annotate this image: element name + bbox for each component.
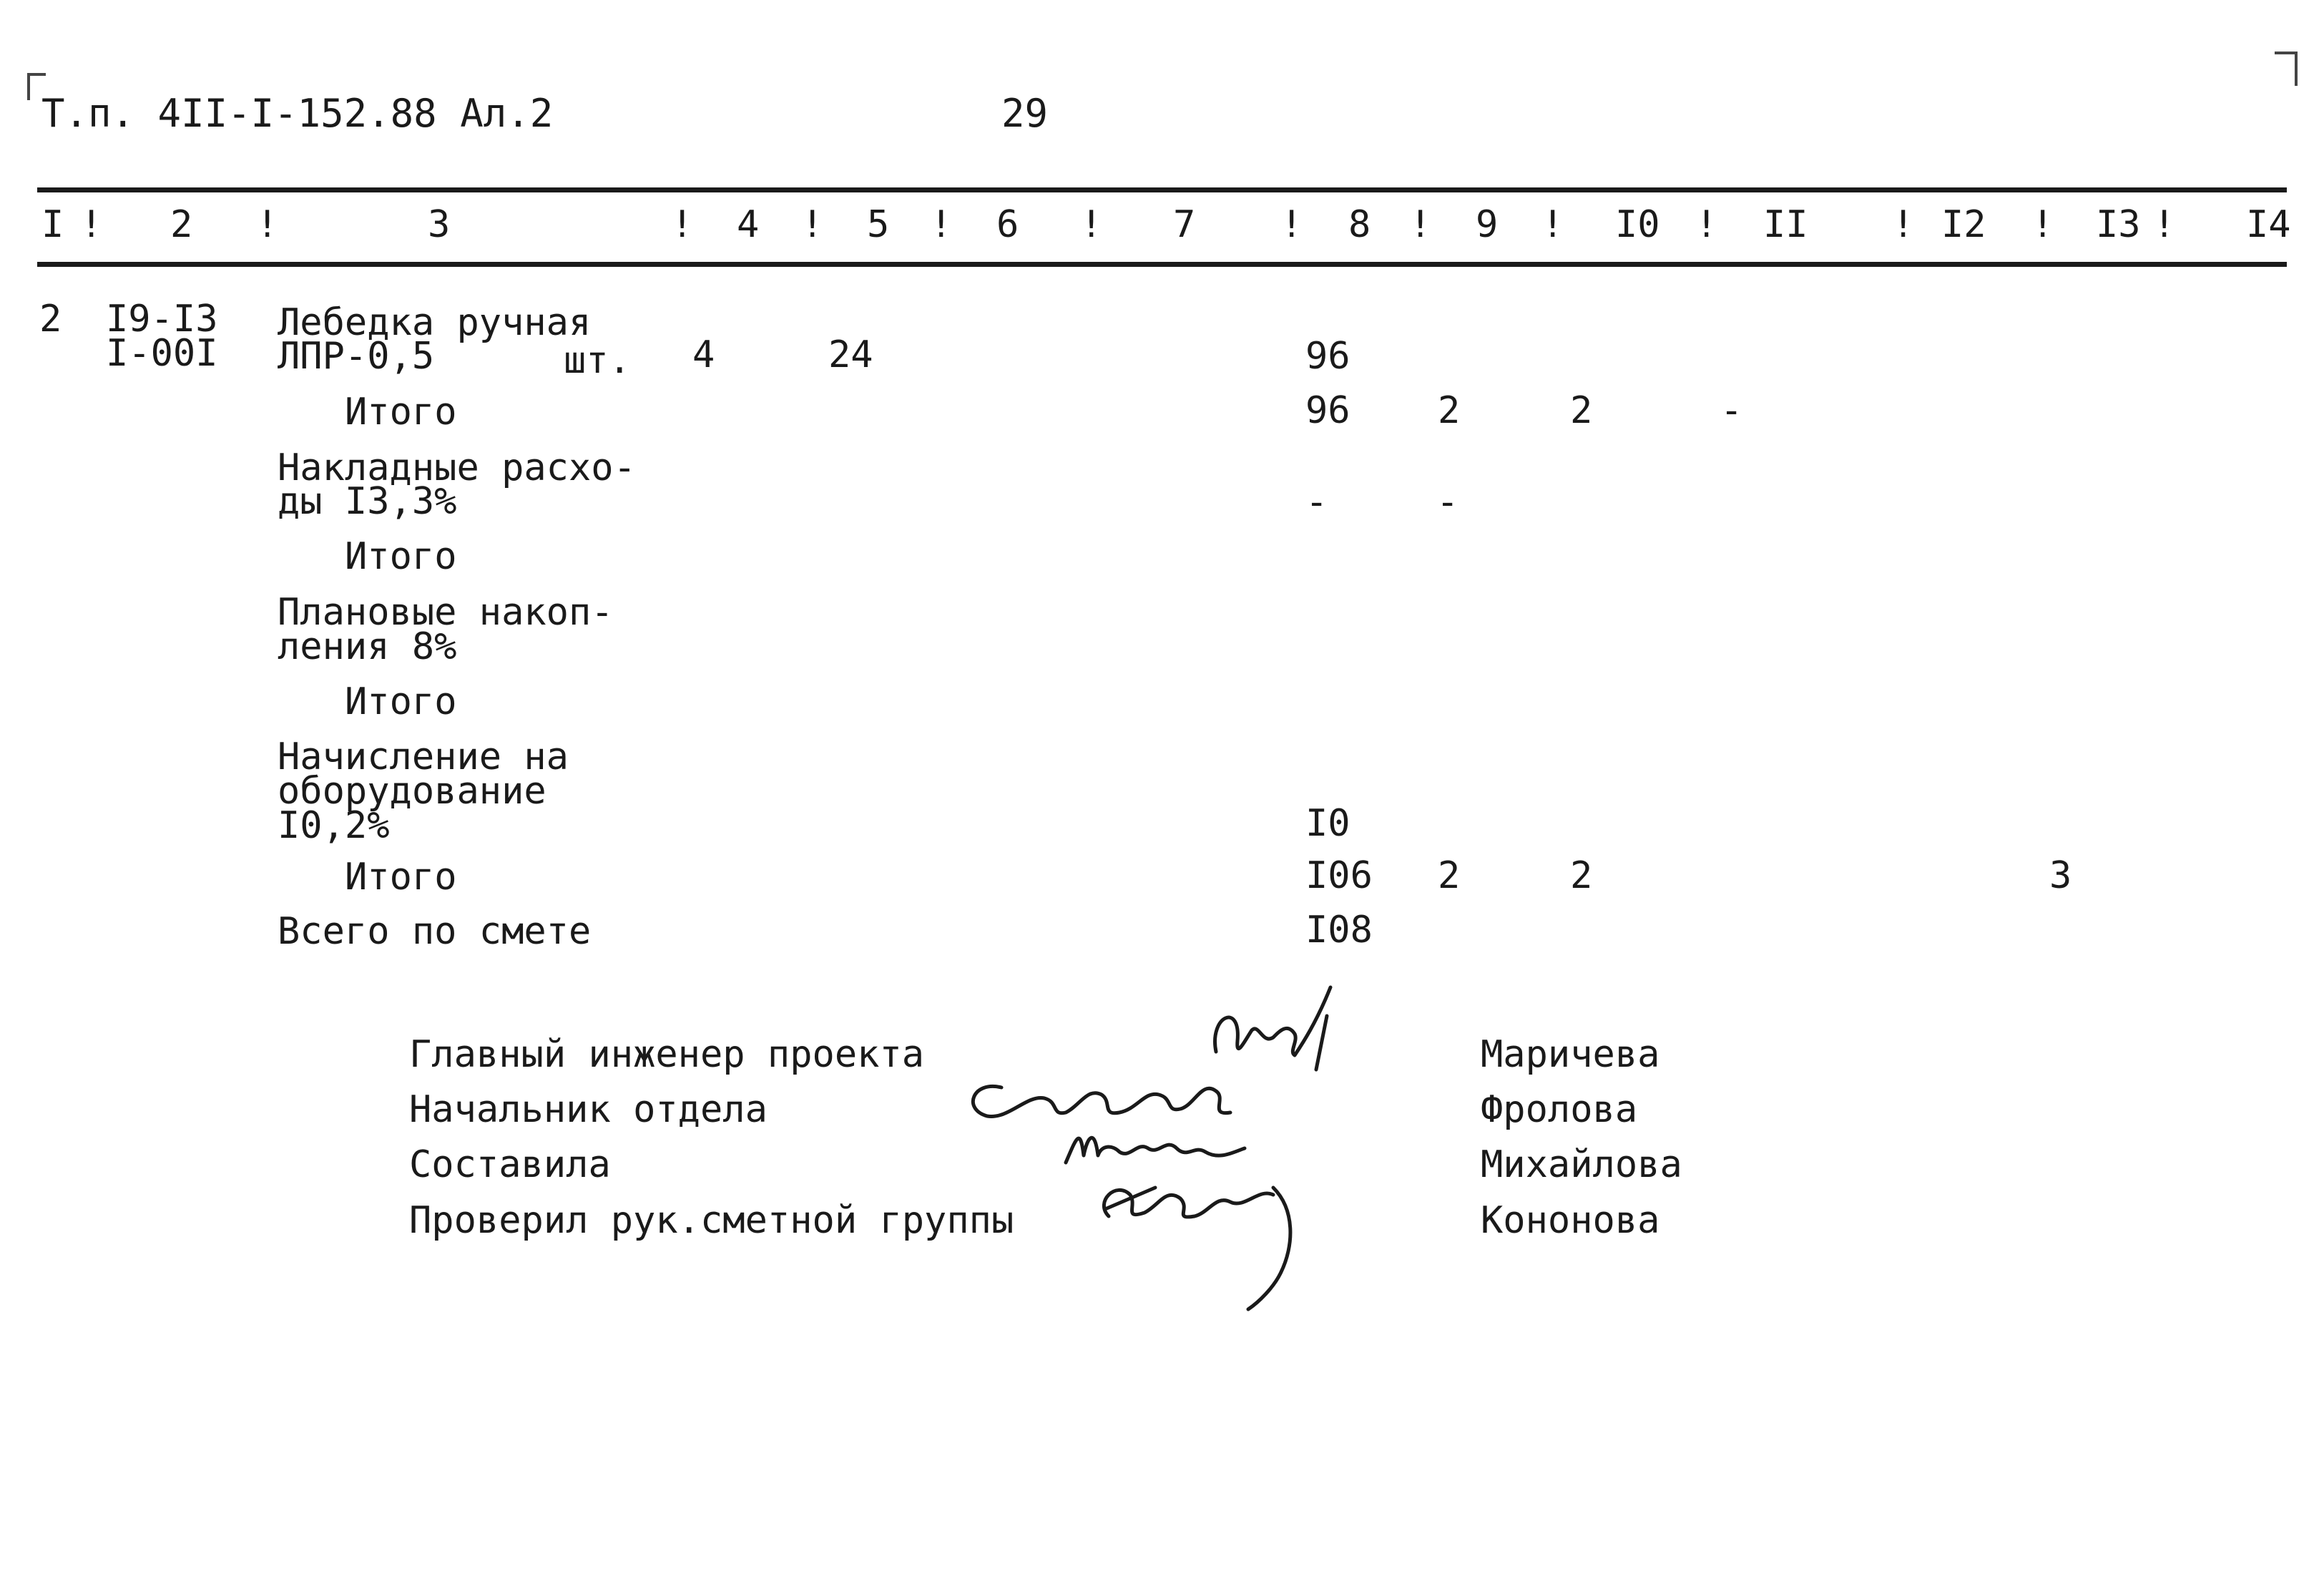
signatory-name: Кононова bbox=[1481, 1199, 1660, 1242]
column-separator: ! bbox=[1080, 203, 1103, 246]
equipment-charge-line3: I0,2% bbox=[278, 804, 390, 847]
column-header: 4 bbox=[737, 203, 760, 246]
subtotal-col10: 2 bbox=[1570, 854, 1593, 897]
grand-total-label: Всего по смете bbox=[278, 910, 592, 953]
subtotal-label: Итого bbox=[345, 535, 457, 578]
signature-4-stroke bbox=[1104, 1190, 1273, 1217]
item-unit-price: 24 bbox=[828, 333, 873, 376]
column-separator: ! bbox=[1892, 203, 1915, 246]
column-separator: ! bbox=[801, 203, 824, 246]
planned-savings-line1: Плановые накоп- bbox=[278, 591, 614, 634]
item-number: 2 bbox=[39, 298, 62, 341]
column-header: II bbox=[1763, 203, 1808, 246]
item-unit: шт. bbox=[564, 339, 631, 382]
column-header: I2 bbox=[1941, 203, 1986, 246]
overhead-col8: - bbox=[1305, 481, 1328, 524]
column-header: 3 bbox=[428, 203, 451, 246]
item-name-line2: ЛПР-0,5 bbox=[278, 335, 435, 378]
column-separator: ! bbox=[2153, 203, 2176, 246]
signatory-name: Михайлова bbox=[1481, 1143, 1682, 1186]
column-separator: ! bbox=[1280, 203, 1303, 246]
subtotal-label: Итого bbox=[345, 680, 457, 723]
header-bottom-rule bbox=[37, 262, 2287, 267]
signature-4-tail bbox=[1248, 1188, 1290, 1309]
subtotal-col13: 3 bbox=[2049, 854, 2072, 897]
overhead-col9: - bbox=[1436, 481, 1459, 524]
column-separator: ! bbox=[930, 203, 953, 246]
column-header: I4 bbox=[2246, 203, 2291, 246]
subtotal-col10: 2 bbox=[1570, 389, 1593, 432]
signatory-name: Маричева bbox=[1481, 1033, 1660, 1076]
column-header: 7 bbox=[1173, 203, 1196, 246]
signature-role: Главный инженер проекта bbox=[409, 1033, 925, 1076]
signature-role: Начальник отдела bbox=[409, 1088, 768, 1131]
column-header: 8 bbox=[1348, 203, 1371, 246]
planned-savings-line2: ления 8% bbox=[278, 625, 457, 668]
subtotal-label: Итого bbox=[345, 856, 457, 899]
subtotal-col9: 2 bbox=[1438, 854, 1461, 897]
column-separator: ! bbox=[1695, 203, 1718, 246]
item-total-cost: 96 bbox=[1305, 335, 1350, 378]
header-top-rule bbox=[37, 187, 2287, 192]
column-header: 9 bbox=[1476, 203, 1499, 246]
equipment-charge-line2: оборудование bbox=[278, 770, 546, 813]
column-header: I bbox=[41, 203, 64, 246]
item-code-line1: I9-I3 bbox=[106, 298, 218, 341]
corner-mark-top-right bbox=[2275, 52, 2298, 86]
signature-1-stroke bbox=[1215, 987, 1330, 1055]
column-header: I0 bbox=[1615, 203, 1660, 246]
column-separator: ! bbox=[1541, 203, 1564, 246]
signature-2-stroke bbox=[973, 1086, 1230, 1116]
handwritten-signatures bbox=[958, 973, 1359, 1316]
item-code-line2: I-00I bbox=[106, 332, 218, 375]
signatory-name: Фролова bbox=[1481, 1088, 1638, 1131]
equipment-charge-col8: I0 bbox=[1305, 802, 1350, 845]
item-name-line1: Лебедка ручная bbox=[278, 301, 592, 344]
column-header: 2 bbox=[170, 203, 193, 246]
column-separator: ! bbox=[80, 203, 103, 246]
overhead-line1: Накладные расхо- bbox=[278, 446, 636, 489]
signature-1-tail bbox=[1316, 1016, 1327, 1070]
column-separator: ! bbox=[2031, 203, 2054, 246]
column-separator: ! bbox=[256, 203, 279, 246]
subtotal-col9: 2 bbox=[1438, 389, 1461, 432]
signature-role: Проверил рук.сметной группы bbox=[409, 1199, 1014, 1242]
page-number: 29 bbox=[1001, 91, 1049, 136]
column-header: 5 bbox=[867, 203, 890, 246]
subtotal-col8: 96 bbox=[1305, 389, 1350, 432]
document-code: Т.п. 4II-I-152.88 Ал.2 bbox=[41, 91, 554, 136]
subtotal-label: Итого bbox=[345, 391, 457, 434]
overhead-line2: ды I3,3% bbox=[278, 480, 457, 523]
column-separator: ! bbox=[1409, 203, 1432, 246]
equipment-charge-line1: Начисление на bbox=[278, 735, 569, 778]
signature-3-stroke bbox=[1066, 1138, 1245, 1163]
grand-total-value: I08 bbox=[1305, 909, 1373, 952]
subtotal-col8: I06 bbox=[1305, 854, 1373, 897]
item-quantity: 4 bbox=[692, 333, 715, 376]
column-header: 6 bbox=[996, 203, 1019, 246]
signature-role: Составила bbox=[409, 1143, 611, 1186]
column-separator: ! bbox=[671, 203, 694, 246]
column-header: I3 bbox=[2096, 203, 2141, 246]
subtotal-col11: - bbox=[1720, 389, 1743, 432]
